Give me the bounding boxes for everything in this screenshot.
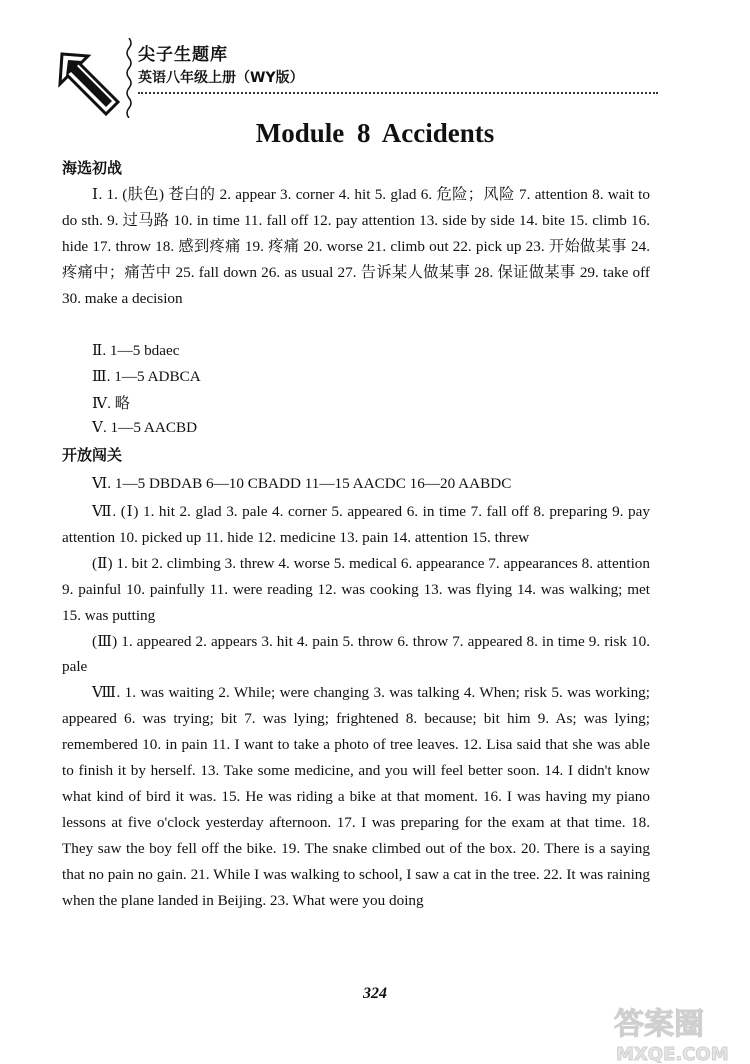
watermark-logo-icon [610,1000,750,1064]
answer-part-2: Ⅱ. 1—5 bdaec [92,342,180,359]
page-title: Module 8 Accidents [255,118,495,148]
section-heading-2: 开放闯关 [62,446,123,464]
book-subtitle: 英语八年级上册（WY版） [138,70,304,86]
section-heading-1: 海选初战 [62,159,123,177]
answer-part-7b: (Ⅱ) 1. bit 2. climbing 3. threw 4. worse 5. medical 6. appearance 7. appearances 8. attention 9. painful 10. painfully 11. were reading 12. was cooking 13. was flying 14. was walking; met 15. was putting [62,554,650,624]
header-divider [138,92,658,94]
answer-part-7c: (Ⅲ) 1. appeared 2. appears 3. hit 4. pain 5. throw 6. throw 7. appeared 8. in time 9. risk 10. pale [62,632,650,676]
page-header [58,30,658,110]
answer-part-5: Ⅴ. 1—5 AACBD [92,419,198,436]
answer-block-2 [62,499,650,914]
decorative-squiggle-icon [124,38,134,118]
answer-part-7a: Ⅶ. (Ⅰ) 1. hit 2. glad 3. pale 4. corner 5. appeared 6. in time 7. fall off 8. preparing 9. pay attention 10. picked up 11. hide 12. medicine 13. pain 14. attention 15. threw [62,503,650,546]
arrow-logo-icon [58,52,122,118]
answer-part-6: Ⅵ. 1—5 DBDAB 6—10 CBADD 11—15 AACDC 16—20 AABDC [92,475,512,492]
answer-part-4: Ⅳ. 略 [92,395,130,412]
answer-part-1: Ⅰ. 1. (肤色) 苍白的 2. appear 3. corner 4. hit 5. glad 6. 危险；风险 7. attention 8. wait to do sth. 9. 过马路 10. in time 11. fall off 12. pay attention 13. side by side 14. bite 15. climb 16. hide 17. throw 18. 感到疼痛 19. 疼痛 20. worse 21. climb out 22. pick up 23. 开始做某事 24. 疼痛中；痛苦中 25. fall down 26. as usual 27. 告诉某人做某事 28. 保证做某事 29. take off 30. make a decision [62,186,650,307]
series-title: 尖子生题库 [138,45,228,65]
page-number: 324 [363,985,387,1002]
answer-part-8: Ⅷ. 1. was waiting 2. While; were changing 3. was talking 4. When; risk 5. was working; appeared 6. was trying; bit 7. was lying; frightened 8. because; bit him 9. As; was lying; remembered 10. in pain 11. I want to take a photo of tree leaves. 12. Lisa said that she was able to finish it by herself. 13. Take some medicine, and you will feel better soon. 14. I didn't know what kind of bird it was. 15. He was riding a bike at that moment. 16. I was having my piano lessons at five o'clock yesterday afternoon. 17. I was preparing for the exam at that time. 18. They saw the boy fell off the bike. 19. The snake climbed out of the box. 20. There is a saying that no pain no gain. 21. While I was walking to school, I saw a cat in the tree. 22. It was raining when the plane landed in Beijing. 23. What were you doing [62,684,650,909]
answer-block-1 [62,182,650,312]
svg-text:答案圈: 答案圈 [614,1007,704,1042]
answer-part-3: Ⅲ. 1—5 ADBCA [92,368,201,385]
svg-text:MXQE.COM: MXQE.COM [616,1044,729,1064]
